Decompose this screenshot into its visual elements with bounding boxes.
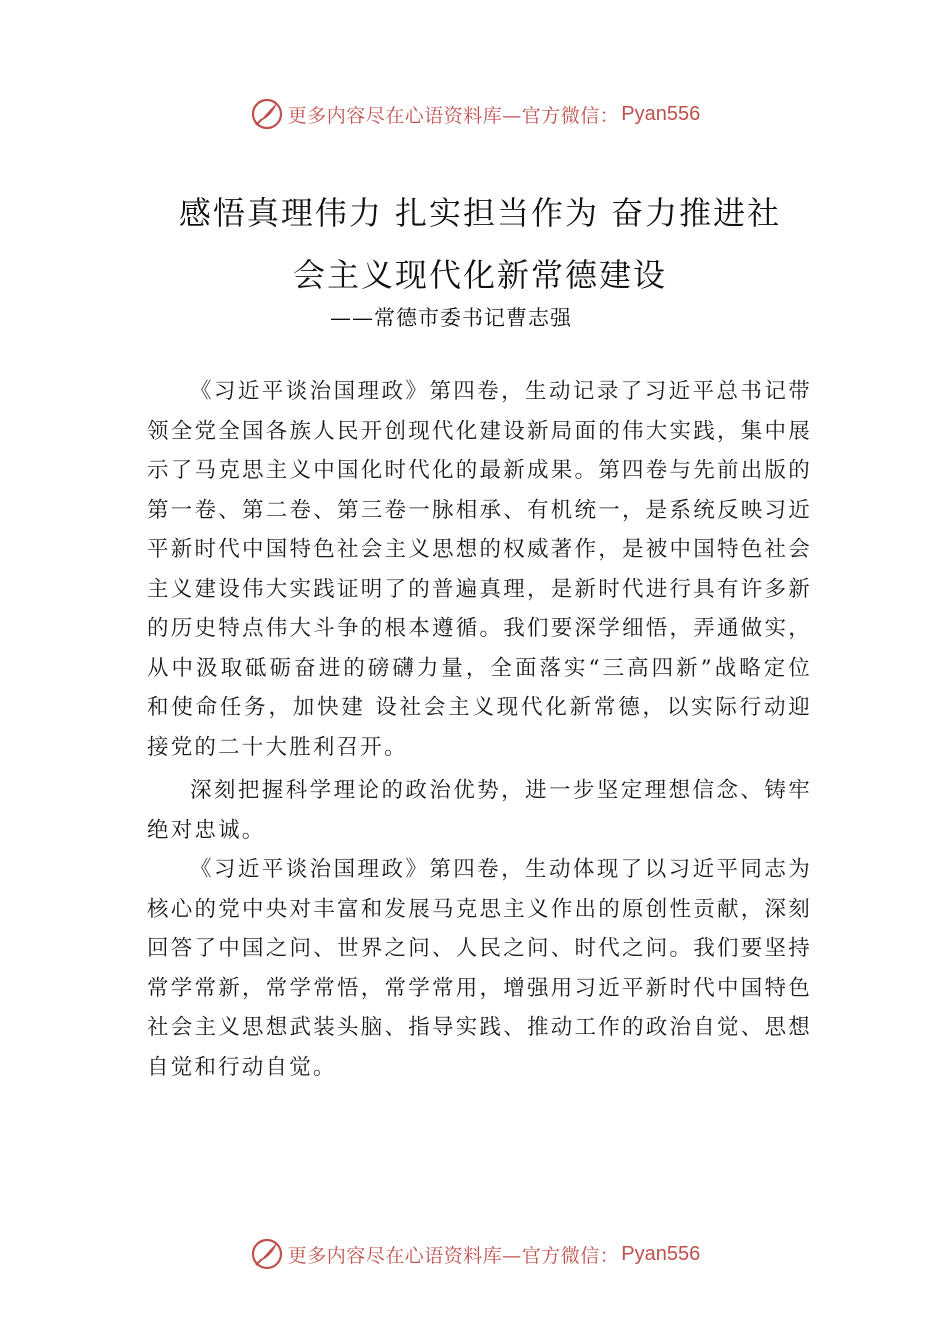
banner-wechat-id: Pyan556	[621, 102, 701, 125]
footer-watermark-banner	[0, 1234, 950, 1274]
quill-logo-icon	[250, 97, 284, 131]
paragraph-1: 《习近平谈治国理政》第四卷，生动记录了习近平总书记带领全党全国各族人民开创现代化建设新局面的伟大实践，集中展示了马克思主义中国化时代化的最新成果。第四卷与先前出版的第一卷、第二卷、第三卷一脉相承、有机统一，是系统反映习近平新时代中国特色社会主义思想的权威著作，是被中国特色社会主义建设伟大实践证明了的普遍真理，是新时代进行具有许多新的历史特点伟大斗争的根本遵循。我们要深学细悟，弄通做实，从中汲取砥砺奋进的磅礴力量，全面落实“三高四新”战略定位和使命任务，加快建 设社会主义现代化新常德，以实际行动迎接党的二十大胜利召开。	[147, 379, 812, 760]
banner-text: 更多内容尽在心语资料库—官方微信：	[287, 1244, 620, 1267]
document-body	[147, 372, 812, 1087]
banner-text: 更多内容尽在心语资料库—官方微信：	[287, 104, 620, 127]
title-line-2: 会主义现代化新常德建设	[292, 256, 667, 294]
document-title	[140, 182, 820, 306]
header-watermark-banner	[0, 94, 950, 134]
quill-logo-icon	[250, 1237, 284, 1271]
title-line-1: 感悟真理伟力 扎实担当作为 奋力推进社	[178, 194, 782, 232]
author-subtitle: ——常德市委书记曹志强	[330, 306, 572, 330]
banner-wechat-id: Pyan556	[621, 1242, 701, 1265]
paragraph-2: 深刻把握科学理论的政治优势，进一步坚定理想信念、铸牢绝对忠诚。	[147, 778, 812, 843]
paragraph-3: 《习近平谈治国理政》第四卷，生动体现了以习近平同志为核心的党中央对丰富和发展马克思主义作出的原创性贡献，深刻回答了中国之问、世界之问、人民之问、时代之问。我们要坚持常学常新，常学常悟，常学常用，增强用习近平新时代中国特色社会主义思想武装头脑、指导实践、推动工作的政治自觉、思想自觉和行动自觉。	[147, 857, 812, 1080]
